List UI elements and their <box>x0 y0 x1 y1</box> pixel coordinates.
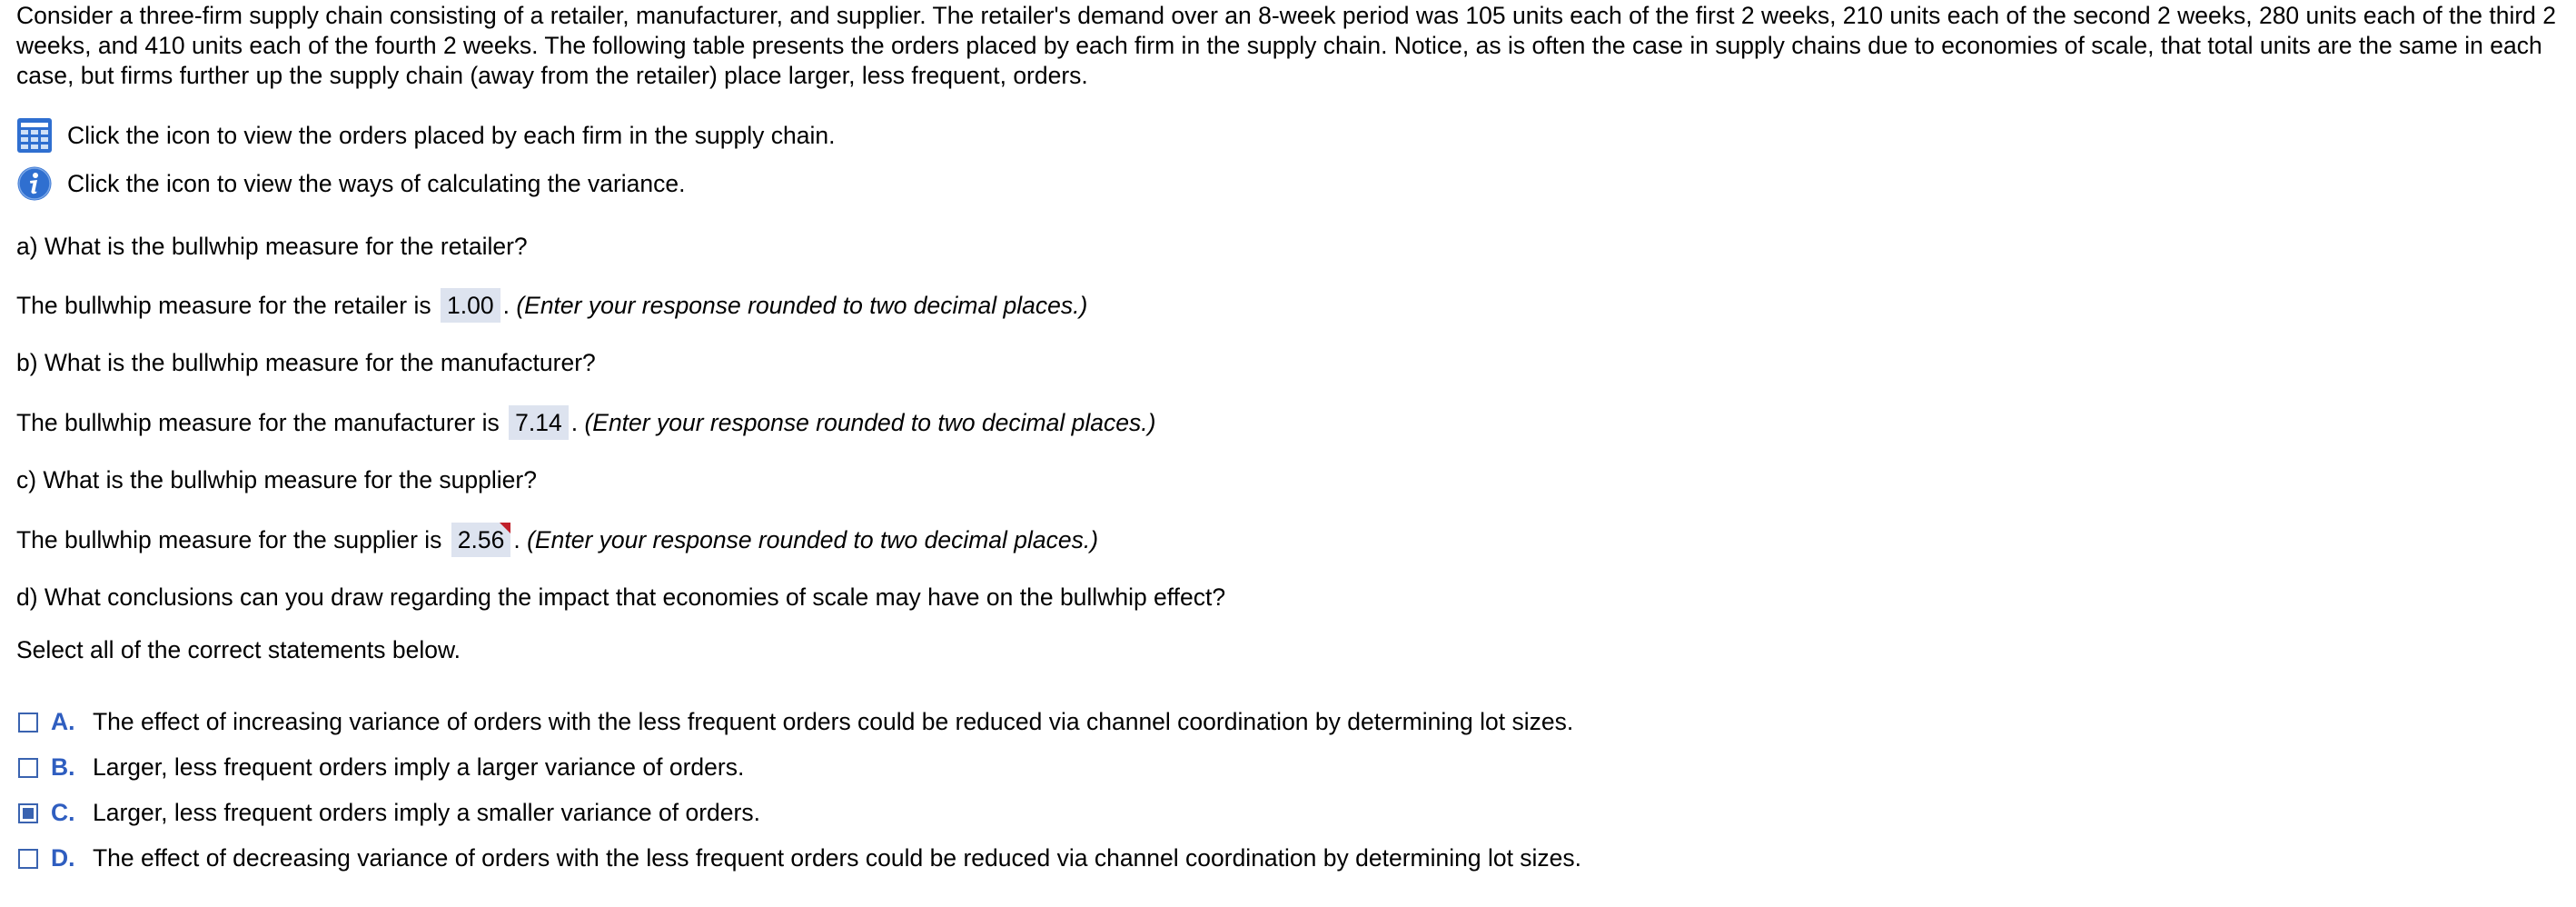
question-d: d) What conclusions can you draw regarding the impact that economies of scale may have on the bullwhip effect? <box>16 583 1226 611</box>
choice-b-letter: B. <box>51 753 75 781</box>
choice-c-checkbox[interactable] <box>18 803 38 823</box>
answer-c-hint: (Enter your response rounded to two decimal places.) <box>527 526 1099 553</box>
problem-statement: Consider a three-firm supply chain consisting of a retailer, manufacturer, and supplier. The retailer's demand over an 8-week period was 105 units each of the first 2 weeks, 210 units each of the second 2 weeks, 280 units each of the third 2 weeks, and 410 units each of the fourth 2 weeks. The following table presents the orders placed by each firm in the supply chain. Notice, as is often the case in supply chains due to economies of scale, that total units are the same in each case, but firms further up the supply chain (away from the retailer) place larger, less frequent, orders. <box>16 2 2557 89</box>
choice-c-letter: C. <box>51 799 75 826</box>
answer-a-field[interactable]: 1.00 <box>441 288 500 323</box>
question-b: b) What is the bullwhip measure for the manufacturer? <box>16 349 596 376</box>
question-c: c) What is the bullwhip measure for the supplier? <box>16 466 537 493</box>
answer-c-prefix: The bullwhip measure for the supplier is <box>16 526 442 553</box>
choice-c-text: Larger, less frequent orders imply a smaller variance of orders. <box>93 799 760 826</box>
question-content <box>16 0 2567 872</box>
answer-b-field[interactable]: 7.14 <box>509 405 569 440</box>
choice-c[interactable] <box>18 798 760 828</box>
choice-b[interactable] <box>18 753 744 782</box>
choice-a[interactable] <box>18 707 1573 737</box>
choice-b-text: Larger, less frequent orders imply a larger variance of orders. <box>93 753 745 781</box>
choice-d[interactable] <box>18 843 1581 873</box>
info-link-text: Click the icon to view the ways of calculating the variance. <box>67 169 686 197</box>
table-link-row[interactable] <box>16 117 835 154</box>
answer-a-prefix: The bullwhip measure for the retailer is <box>16 292 431 319</box>
choice-d-letter: D. <box>51 844 75 872</box>
table-grid-icon[interactable] <box>16 117 53 154</box>
choice-b-checkbox[interactable] <box>18 758 38 778</box>
info-icon[interactable] <box>16 165 53 202</box>
answer-c-field[interactable]: 2.56 <box>451 523 511 557</box>
choice-a-text: The effect of increasing variance of orders with the less frequent orders could be reduced via channel coordination by determining lot sizes. <box>93 708 1574 735</box>
answer-a-hint: (Enter your response rounded to two decimal places.) <box>516 292 1088 319</box>
info-link-row[interactable] <box>16 165 686 202</box>
choice-d-checkbox[interactable] <box>18 849 38 869</box>
select-instruction: Select all of the correct statements below. <box>16 636 461 663</box>
answer-b-hint: (Enter your response rounded to two decimal places.) <box>584 409 1156 436</box>
choice-a-checkbox[interactable] <box>18 713 38 733</box>
answer-line-b <box>16 405 1155 440</box>
choice-d-text: The effect of decreasing variance of orders with the less frequent orders could be reduced via channel coordination by determining lot sizes. <box>93 844 1582 872</box>
answer-line-a <box>16 288 1087 323</box>
table-link-text: Click the icon to view the orders placed by each firm in the supply chain. <box>67 121 836 149</box>
answer-line-c <box>16 523 1098 557</box>
answer-b-suffix: . <box>570 409 579 436</box>
answer-b-prefix: The bullwhip measure for the manufacturer is <box>16 409 500 436</box>
answer-c-suffix: . <box>513 526 520 553</box>
question-a: a) What is the bullwhip measure for the retailer? <box>16 233 528 260</box>
choice-a-letter: A. <box>51 708 75 735</box>
answer-a-suffix: . <box>502 292 510 319</box>
